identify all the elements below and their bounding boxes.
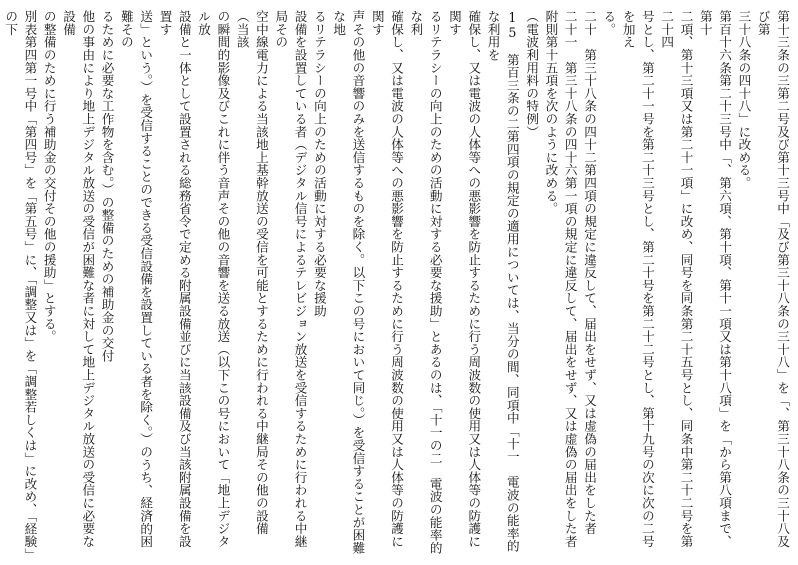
text-line: （電波利用料の特例） — [524, 10, 540, 138]
text-line: 声その他の音響のみを送信するものを除く。以下この号において同じ。）を受信することが困難な地 — [331, 10, 366, 555]
text-line: 二十 第三十八条の四十二第四項の規定に違反して、届出をせず、又は虚偽の届出をした者 — [582, 10, 598, 535]
text-line: るリテラシーの向上のための活動に対する必要な援助」とあるのは、「十一の二 電波の能率的な利 — [408, 10, 443, 555]
text-line: 二項、第十三項又は第二十一項」に改め、同号を同条第二十五号とし、同条中第二十二号を第二十四 — [659, 10, 694, 548]
text-line: 15 第百三条の二第四項の規定の適用については、当分の間、同項中「十一 電波の能率的な利用を — [485, 10, 520, 553]
text-line: 他の事由により地上デジタル放送の受信が困難な者に対して地上デジタル放送の受信に必要な設備 — [61, 10, 96, 548]
text-line: 確保し、又は電波の人体等への悪影響を防止するために行う周波数の使用又は人体等の防護に関す — [369, 10, 405, 548]
text-line: 号とし、第二十一号を第二十三号とし、第二十号を第二十二号とし、第十九号の次に次の二号を加え — [620, 10, 655, 548]
vertical-text-body — [3, 10, 792, 555]
text-line: 第十三条の三第二号及び第十三号中「及び第三十八条の三十八」を「、第三十八条の三十八及び第 — [755, 10, 790, 548]
text-line: 第百十六条第二十三号中「、第六項、第十項、第十一項又は第十八項」を「から第八項まで、第十 — [697, 10, 733, 548]
text-line: るリテラシーの向上のための活動に対する必要な援助 — [311, 10, 327, 318]
text-line: 確保し、又は電波の人体等への悪影響を防止するために行う周波数の使用又は人体等の防護に関す — [446, 10, 482, 548]
text-line: 三十八条の四十八」に改める。 — [736, 10, 752, 190]
text-line: る。 — [601, 10, 617, 36]
text-line: 二十一 第三十八条の四十六第一項の規定に違反して、届出をせず、又は虚偽の届出をした者 — [562, 10, 578, 548]
text-line: の整備のために行う補助金の交付その他の援助」とする。 — [41, 10, 57, 343]
text-line — [0, 10, 1, 555]
text-line: 空中線電力による当該地上基幹放送の受信を可能とするために行われる中継局その他の設備（当該 — [234, 10, 269, 535]
text-line: 別表第四第一号中「第四号」を「第五号」に、「調整又は」を「調整若しくは」に改め、「経験」の下 — [3, 10, 38, 555]
text-line: の瞬間的影像及びこれに伴う音声その他の音響を送る放送（以下この号において「地上デジタル放 — [196, 10, 231, 548]
text-line: るために必要な工作物を含む。）の整備のための補助金の交付 — [99, 10, 115, 363]
text-line: 設備と一体として設置される総務省令で定める附属設備並びに当該設備及び当該附属設備を設置す — [157, 10, 192, 548]
text-line: 設備を設置している者（デジタル信号によるテレビジョン放送を受信するために行われる中継局その — [273, 10, 308, 548]
text-line: 送」という。）を受信することのできる受信設備を設置している者を除く。）のうち、経済的困難その — [118, 10, 154, 548]
text-line: 附則第十五項を次のように改める。 — [543, 10, 559, 215]
